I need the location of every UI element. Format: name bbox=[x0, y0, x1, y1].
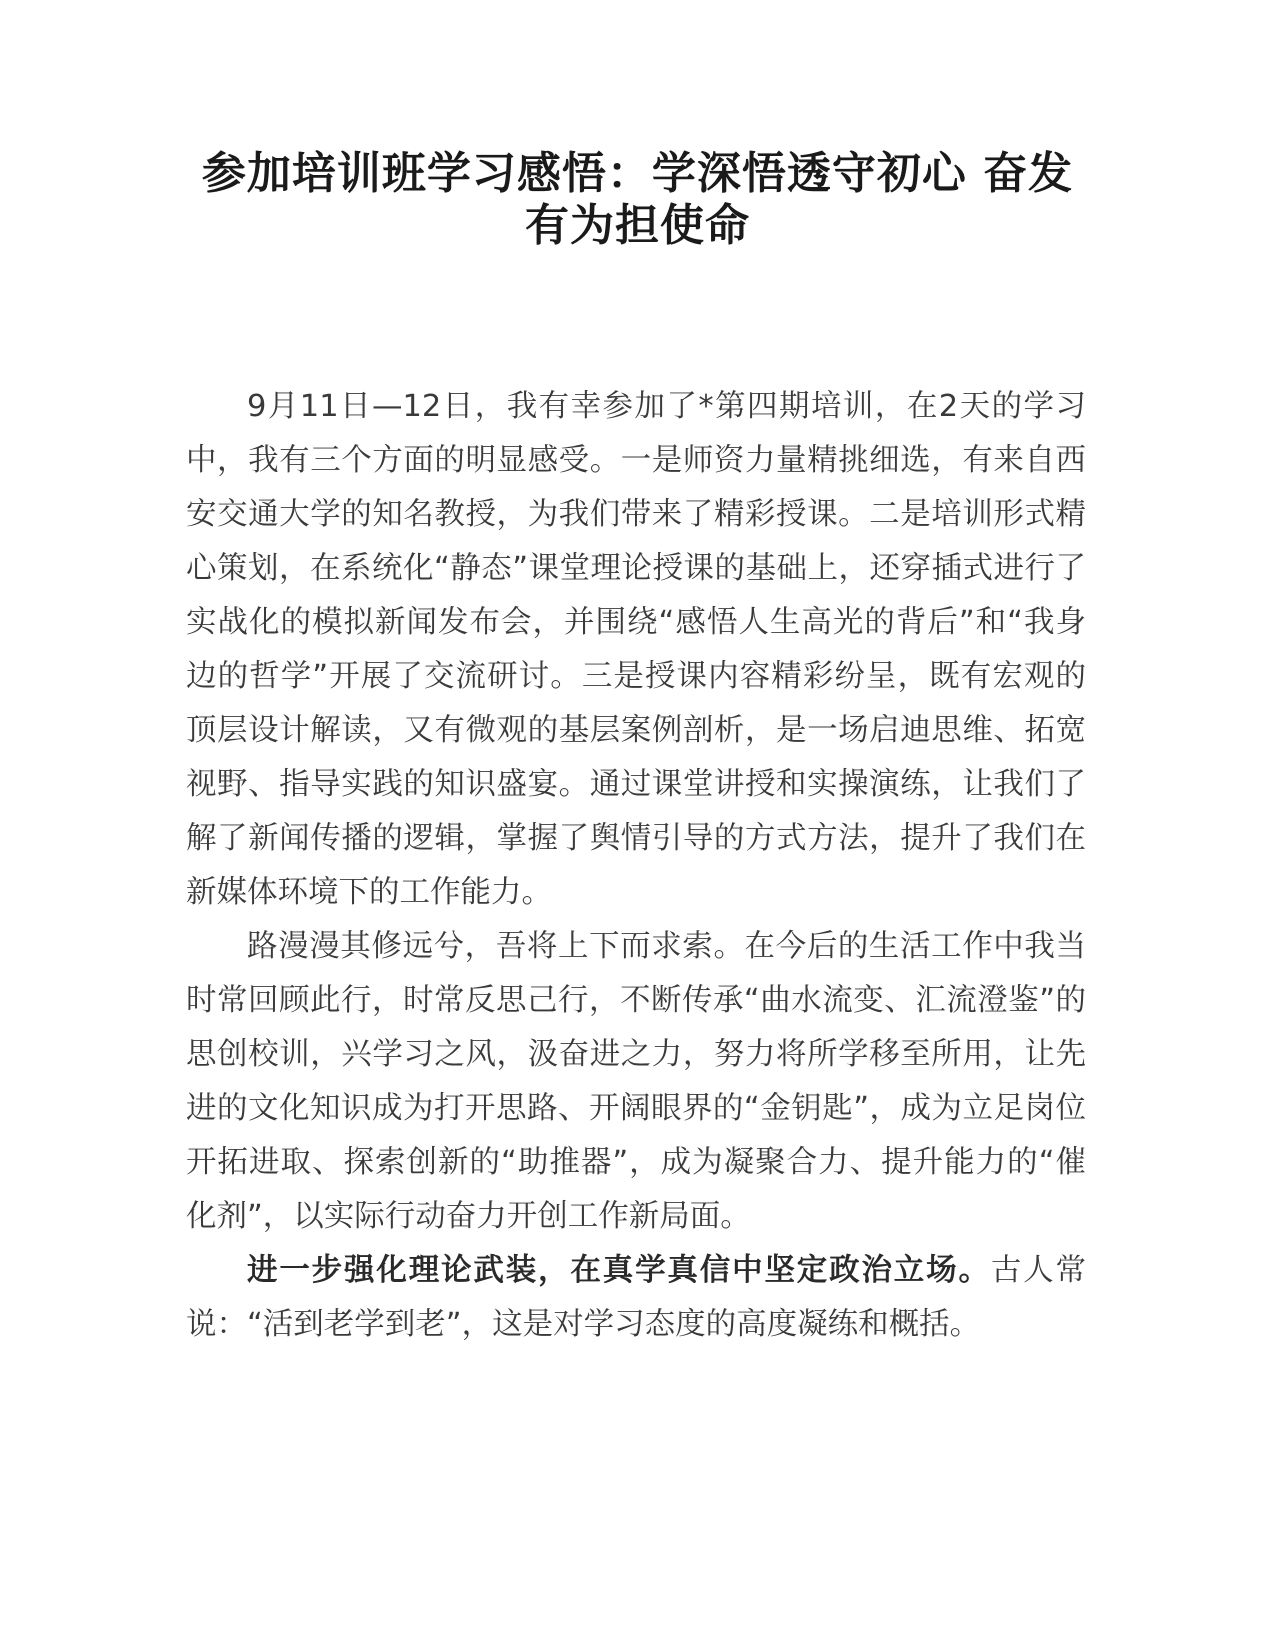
paragraph-2 bbox=[186, 920, 1086, 1244]
paragraph-1 bbox=[186, 380, 1086, 920]
title-line-2: 有为担使命 bbox=[525, 200, 750, 251]
title-line-1: 参加培训班学习感悟：学深悟透守初心 奋发 bbox=[201, 148, 1074, 199]
document-title bbox=[150, 148, 1125, 252]
paragraph-3-lead: 进一步强化理论武装，在真学真信中坚定政治立场。 bbox=[247, 1253, 991, 1288]
paragraph-2-text: 路漫漫其修远兮，吾将上下而求索。在今后的生活工作中我当时常回顾此行，时常反思己行，不断传承“曲水流变、汇流澄鉴”的思创校训，兴学习之风，汲奋进之力，努力将所学移至所用，让先进的文化知识成为打开思路、开阔眼界的“金钥匙”，成为立足岗位开拓进取、探索创新的“助推器”，成为凝聚合力、提升能力的“催化剂”，以实际行动奋力开创工作新局面。 bbox=[186, 929, 1086, 1234]
paragraph-1-text: 9月11日—12日，我有幸参加了*第四期培训，在2天的学习中，我有三个方面的明显感受。一是师资力量精挑细选，有来自西安交通大学的知名教授，为我们带来了精彩授课。二是培训形式精心策划，在系统化“静态”课堂理论授课的基础上，还穿插式进行了实战化的模拟新闻发布会，并围绕“感悟人生高光的背后”和“我身边的哲学”开展了交流研讨。三是授课内容精彩纷呈，既有宏观的顶层设计解读，又有微观的基层案例剖析，是一场启迪思维、拓宽视野、指导实践的知识盛宴。通过课堂讲授和实操演练，让我们了解了新闻传播的逻辑，掌握了舆情引导的方式方法，提升了我们在新媒体环境下的工作能力。 bbox=[186, 389, 1086, 910]
document-body bbox=[186, 380, 1086, 1352]
paragraph-3-text: 古人常说：“活到老学到老”，这是对学习态度的高度凝练和概括。 bbox=[186, 1253, 1087, 1342]
paragraph-3 bbox=[186, 1244, 1086, 1352]
